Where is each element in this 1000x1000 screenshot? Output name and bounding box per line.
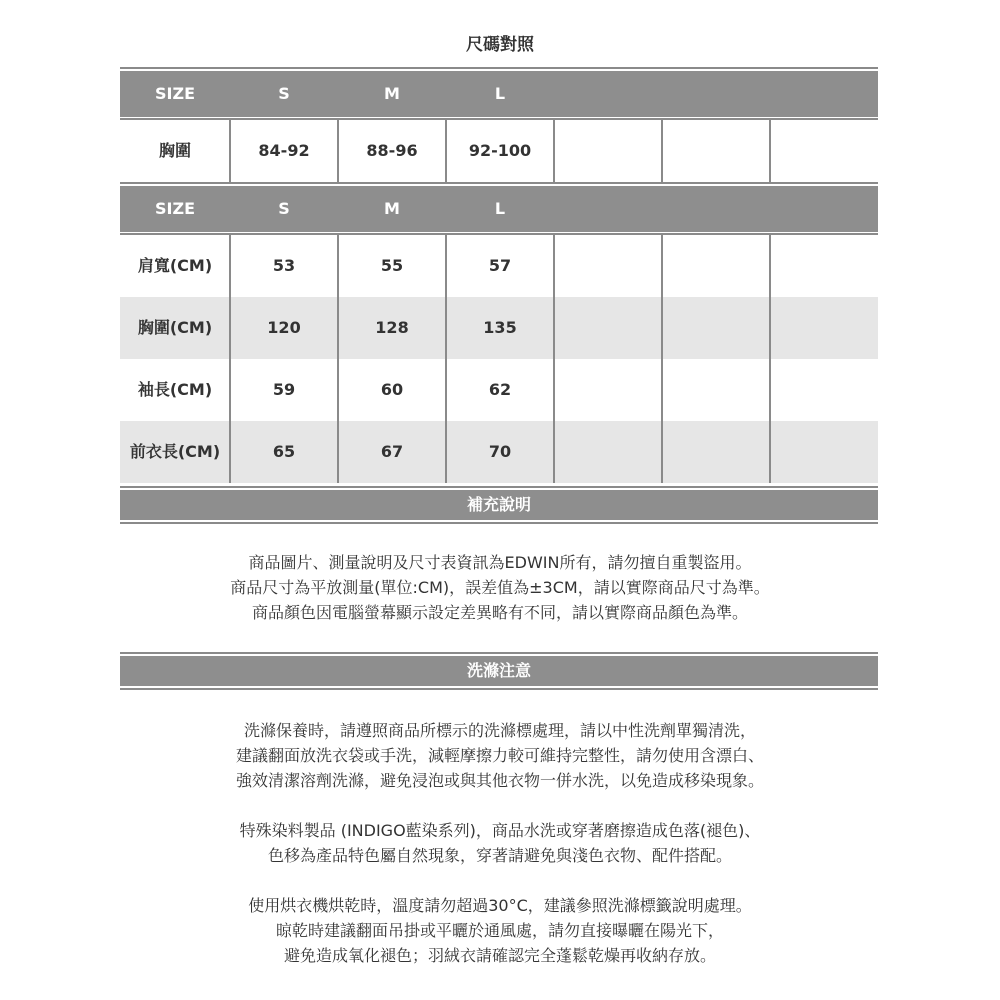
table1-header-s: S — [278, 84, 290, 103]
notes-line: 商品尺寸為平放測量(單位:CM)，誤差值為±3CM，請以實際商品尺寸為準。 — [230, 578, 770, 597]
divider — [120, 182, 878, 184]
row-label: 胸圍(CM) — [137, 318, 213, 337]
washing-line: 特殊染料製品 (INDIGO藍染系列)，商品水洗或穿著磨擦造成色落(褪色)、 — [239, 821, 761, 840]
column-divider — [553, 120, 555, 182]
washing-line: 避免造成氧化褪色；羽絨衣請確認完全蓬鬆乾燥再收納存放。 — [283, 946, 716, 965]
table1-row-chest — [120, 122, 878, 180]
washing-paragraph-2 — [0, 818, 1000, 868]
table2-row-chest — [120, 297, 878, 359]
column-divider — [553, 235, 555, 483]
cell-m: 55 — [380, 256, 404, 275]
column-divider — [661, 235, 663, 483]
cell-l: 92-100 — [468, 141, 532, 160]
notes-text — [0, 550, 1000, 625]
divider — [120, 118, 878, 120]
table1-header-l: L — [494, 84, 506, 103]
column-divider — [769, 120, 771, 182]
divider — [120, 652, 878, 654]
cell-s: 59 — [272, 380, 296, 399]
divider — [120, 688, 878, 690]
cell-l: 57 — [488, 256, 512, 275]
washing-line: 使用烘衣機烘乾時，溫度請勿超過30°C，建議參照洗滌標籤說明處理。 — [248, 896, 752, 915]
table2-header-l: L — [494, 199, 506, 218]
table2-header-m: M — [384, 199, 400, 218]
column-divider — [769, 235, 771, 483]
washing-paragraph-1 — [0, 718, 1000, 793]
row-label: 胸圍 — [158, 141, 191, 160]
table1-header-row — [120, 71, 878, 117]
row-label: 袖長(CM) — [137, 380, 213, 399]
divider — [120, 522, 878, 524]
row-label: 前衣長(CM) — [129, 442, 221, 461]
column-divider — [445, 235, 447, 483]
cell-m: 60 — [380, 380, 404, 399]
table2-row-front-length — [120, 421, 878, 483]
table2-row-shoulder — [120, 235, 878, 297]
cell-s: 84-92 — [258, 141, 310, 160]
column-divider — [229, 120, 231, 182]
washing-paragraph-3 — [0, 893, 1000, 968]
cell-l: 135 — [483, 318, 517, 337]
washing-line: 色移為產品特色屬自然現象，穿著請避免與淺色衣物、配件搭配。 — [267, 846, 732, 865]
table2-header-s: S — [278, 199, 290, 218]
divider — [120, 67, 878, 69]
column-divider — [337, 120, 339, 182]
cell-s: 65 — [272, 442, 296, 461]
washing-heading: 洗滌注意 — [120, 656, 878, 686]
cell-m: 128 — [375, 318, 409, 337]
cell-s: 53 — [272, 256, 296, 275]
table1-header-size: SIZE — [154, 84, 195, 103]
cell-m: 67 — [380, 442, 404, 461]
table2-row-sleeve — [120, 359, 878, 421]
washing-line: 晾乾時建議翻面吊掛或平曬於通風處，請勿直接曝曬在陽光下， — [275, 921, 724, 940]
table2-header-size: SIZE — [154, 199, 195, 218]
notes-line: 商品圖片、測量說明及尺寸表資訊為EDWIN所有，請勿擅自重製盜用。 — [248, 553, 752, 572]
table2-header-row — [120, 186, 878, 232]
page-title: 尺碼對照 — [466, 35, 534, 55]
notes-heading: 補充說明 — [120, 490, 878, 520]
column-divider — [661, 120, 663, 182]
cell-s: 120 — [267, 318, 301, 337]
washing-line: 強效清潔溶劑洗滌，避免浸泡或與其他衣物一併水洗，以免造成移染現象。 — [235, 771, 764, 790]
washing-line: 洗滌保養時，請遵照商品所標示的洗滌標處理，請以中性洗劑單獨清洗， — [243, 721, 756, 740]
washing-line: 建議翻面放洗衣袋或手洗，減輕摩擦力較可維持完整性，請勿使用含漂白、 — [235, 746, 764, 765]
notes-line: 商品顏色因電腦螢幕顯示設定差異略有不同，請以實際商品顏色為準。 — [251, 603, 748, 622]
cell-l: 62 — [488, 380, 512, 399]
column-divider — [337, 235, 339, 483]
column-divider — [445, 120, 447, 182]
divider — [120, 486, 878, 488]
cell-m: 88-96 — [366, 141, 418, 160]
cell-l: 70 — [488, 442, 512, 461]
row-label: 肩寬(CM) — [137, 256, 213, 275]
table1-header-m: M — [384, 84, 400, 103]
column-divider — [229, 235, 231, 483]
